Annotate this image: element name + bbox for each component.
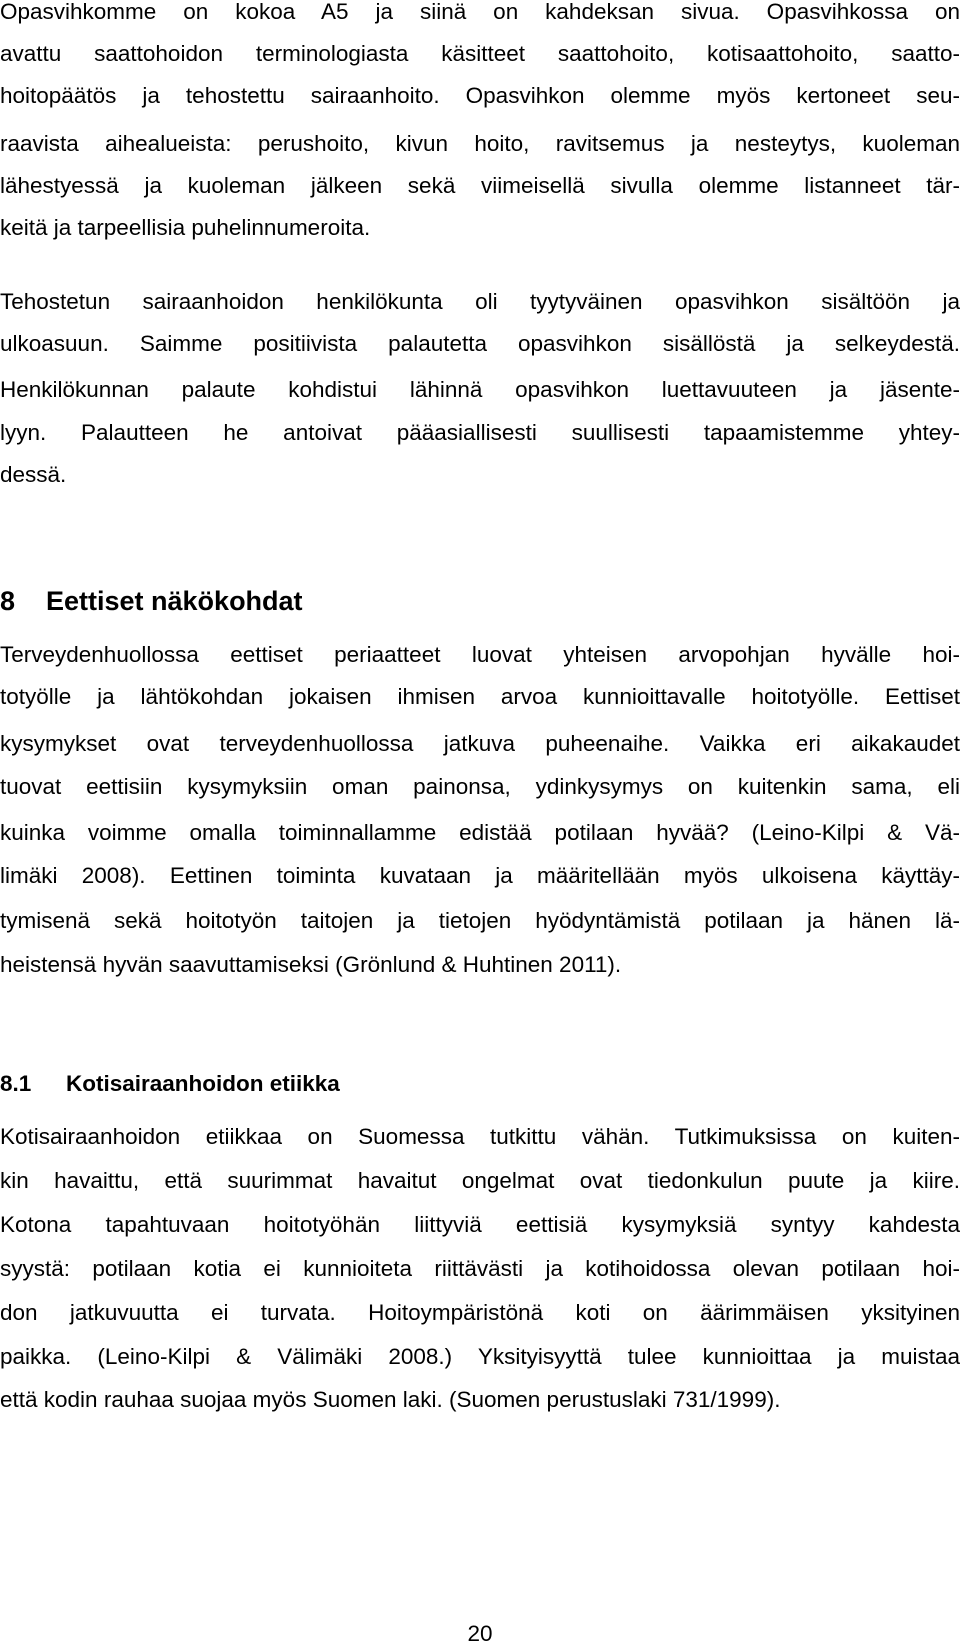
text-line: kuinka voimme omalla toiminnallamme edistää potilaan hyvää? (Leino-Kilpi & Vä- xyxy=(0,820,960,845)
text-line: Henkilökunnan palaute kohdistui lähinnä opasvihkon luettavuuteen ja jäsente- xyxy=(0,377,960,402)
subsection-number: 8.1 xyxy=(0,1071,32,1096)
text-line: Kotona tapahtuvaan hoitotyöhän liittyviä eettisiä kysymyksiä syntyy kahdesta xyxy=(0,1212,960,1237)
text-line: ulkoasuun. Saimme positiivista palautetta opasvihkon sisällöstä ja selkeydestä. xyxy=(0,331,960,356)
page-number: 20 xyxy=(467,1621,493,1646)
text-line: raavista aihealueista: perushoito, kivun hoito, ravitsemus ja nesteytys, kuoleman xyxy=(0,131,960,156)
text-line: paikka. (Leino-Kilpi & Välimäki 2008.) Yksityisyyttä tulee kunnioittaa ja muistaa xyxy=(0,1344,960,1369)
text-line: Tehostetun sairaanhoidon henkilökunta oli tyytyväinen opasvihkon sisältöön ja xyxy=(0,289,960,314)
text-line: dessä. xyxy=(0,462,67,487)
text-line: avattu saattohoidon terminologiasta käsitteet saattohoito, kotisaattohoito, saatto- xyxy=(0,41,960,66)
text-line: kysymykset ovat terveydenhuollossa jatkuva puheenaihe. Vaikka eri aikakaudet xyxy=(0,731,960,756)
text-line: tuovat eettisiin kysymyksiin oman painonsa, ydinkysymys on kuitenkin sama, eli xyxy=(0,774,960,799)
text-line: heistensä hyvän saavuttamiseksi (Grönlund & Huhtinen 2011). xyxy=(0,952,622,977)
text-line: lyyn. Palautteen he antoivat pääasiallisesti suullisesti tapaamistemme yhtey- xyxy=(0,420,960,445)
text-line: syystä: potilaan kotia ei kunnioiteta riittävästi ja kotihoidossa olevan potilaan hoi- xyxy=(0,1256,960,1281)
subsection-title: Kotisairaanhoidon etiikka xyxy=(66,1071,340,1096)
text-line: hoitopäätös ja tehostettu sairaanhoito. Opasvihkon olemme myös kertoneet seu- xyxy=(0,83,960,108)
text-line: kin havaittu, että suurimmat havaitut ongelmat ovat tiedonkulun puute ja kiire. xyxy=(0,1168,960,1193)
text-line: don jatkuvuutta ei turvata. Hoitoympäristönä koti on äärimmäisen yksityinen xyxy=(0,1300,960,1325)
text-line: Opasvihkomme on kokoa A5 ja siinä on kahdeksan sivua. Opasvihkossa on xyxy=(0,0,960,24)
subsection-heading xyxy=(0,1069,340,1099)
text-line: Kotisairaanhoidon etiikkaa on Suomessa tutkittu vähän. Tutkimuksissa on kuiten- xyxy=(0,1124,960,1149)
section-heading xyxy=(0,583,303,619)
text-line: keitä ja tarpeellisia puhelinnumeroita. xyxy=(0,215,371,240)
text-line: totyölle ja lähtökohdan jokaisen ihmisen arvoa kunnioittavalle hoitotyölle. Eettiset xyxy=(0,684,960,709)
text-line: Terveydenhuollossa eettiset periaatteet luovat yhteisen arvopohjan hyvälle hoi- xyxy=(0,642,960,667)
section-title: Eettiset näkökohdat xyxy=(46,586,303,616)
text-line: lähestyessä ja kuoleman jälkeen sekä viimeisellä sivulla olemme listanneet tär- xyxy=(0,173,960,198)
section-number: 8 xyxy=(0,586,16,616)
text-line: tymisenä sekä hoitotyön taitojen ja tietojen hyödyntämistä potilaan ja hänen lä- xyxy=(0,908,960,933)
text-line: että kodin rauhaa suojaa myös Suomen laki. (Suomen perustuslaki 731/1999). xyxy=(0,1387,781,1412)
text-line: limäki 2008). Eettinen toiminta kuvataan ja määritellään myös ulkoisena käyttäy- xyxy=(0,863,960,888)
